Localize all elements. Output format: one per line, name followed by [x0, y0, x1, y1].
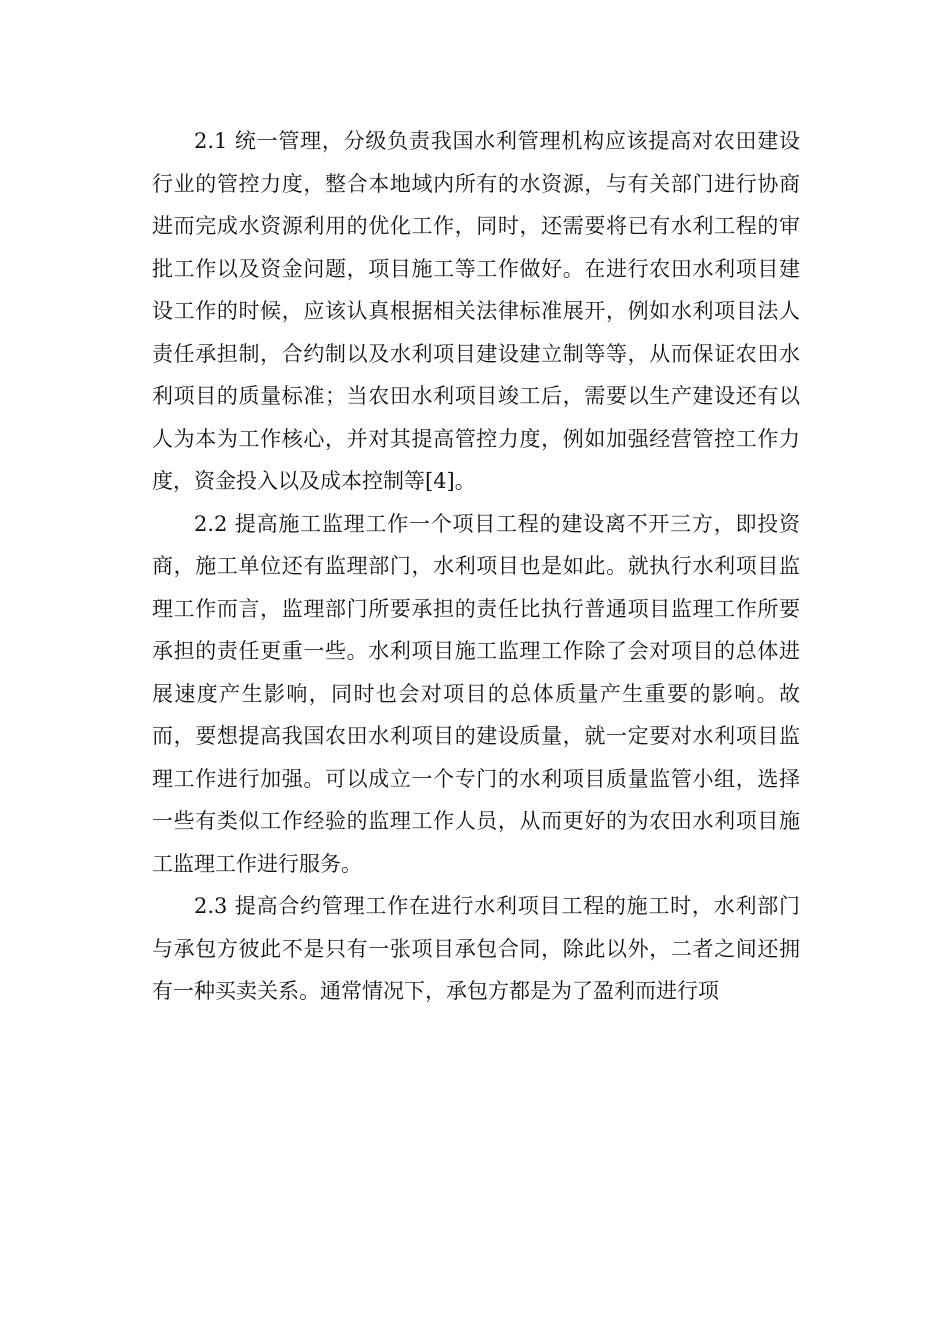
paragraph-2-3: 2.3 提高合约管理工作在进行水利项目工程的施工时，水利部门与承包方彼此不是只有一张项目承包合同，除此以外，二者之间还拥有一种买卖关系。通常情况下，承包方都是为了盈利而进行项 [152, 894, 800, 1003]
paragraph-2-1: 2.1 统一管理，分级负责我国水利管理机构应该提高对农田建设行业的管控力度，整合本地域内所有的水资源，与有关部门进行协商进而完成水资源利用的优化工作，同时，还需要将已有水利工程的审批工作以及资金问题，项目施工等工作做好。在进行农田水利项目建设工作的时候，应该认真根据相关法律标准展开，例如水利项目法人责任承担制，合约制以及水利项目建设建立制等等，从而保证农田水利项目的质量标准；当农田水利项目竣工后，需要以生产建设还有以人为本为工作核心，并对其提高管控力度，例如加强经营管控工作力度，资金投入以及成本控制等[4]。 [152, 129, 800, 493]
document-body [152, 120, 800, 1013]
paragraph-2-2: 2.2 提高施工监理工作一个项目工程的建设离不开三方，即投资商，施工单位还有监理部门，水利项目也是如此。就执行水利项目监理工作而言，监理部门所要承担的责任比执行普通项目监理工作所要承担的责任更重一些。水利项目施工监理工作除了会对项目的总体进展速度产生影响，同时也会对项目的总体质量产生重要的影响。故而，要想提高我国农田水利项目的建设质量，就一定要对水利项目监理工作进行加强。可以成立一个专门的水利项目质量监管小组，选择一些有类似工作经验的监理工作人员，从而更好的为农田水利项目施工监理工作进行服务。 [152, 511, 800, 876]
